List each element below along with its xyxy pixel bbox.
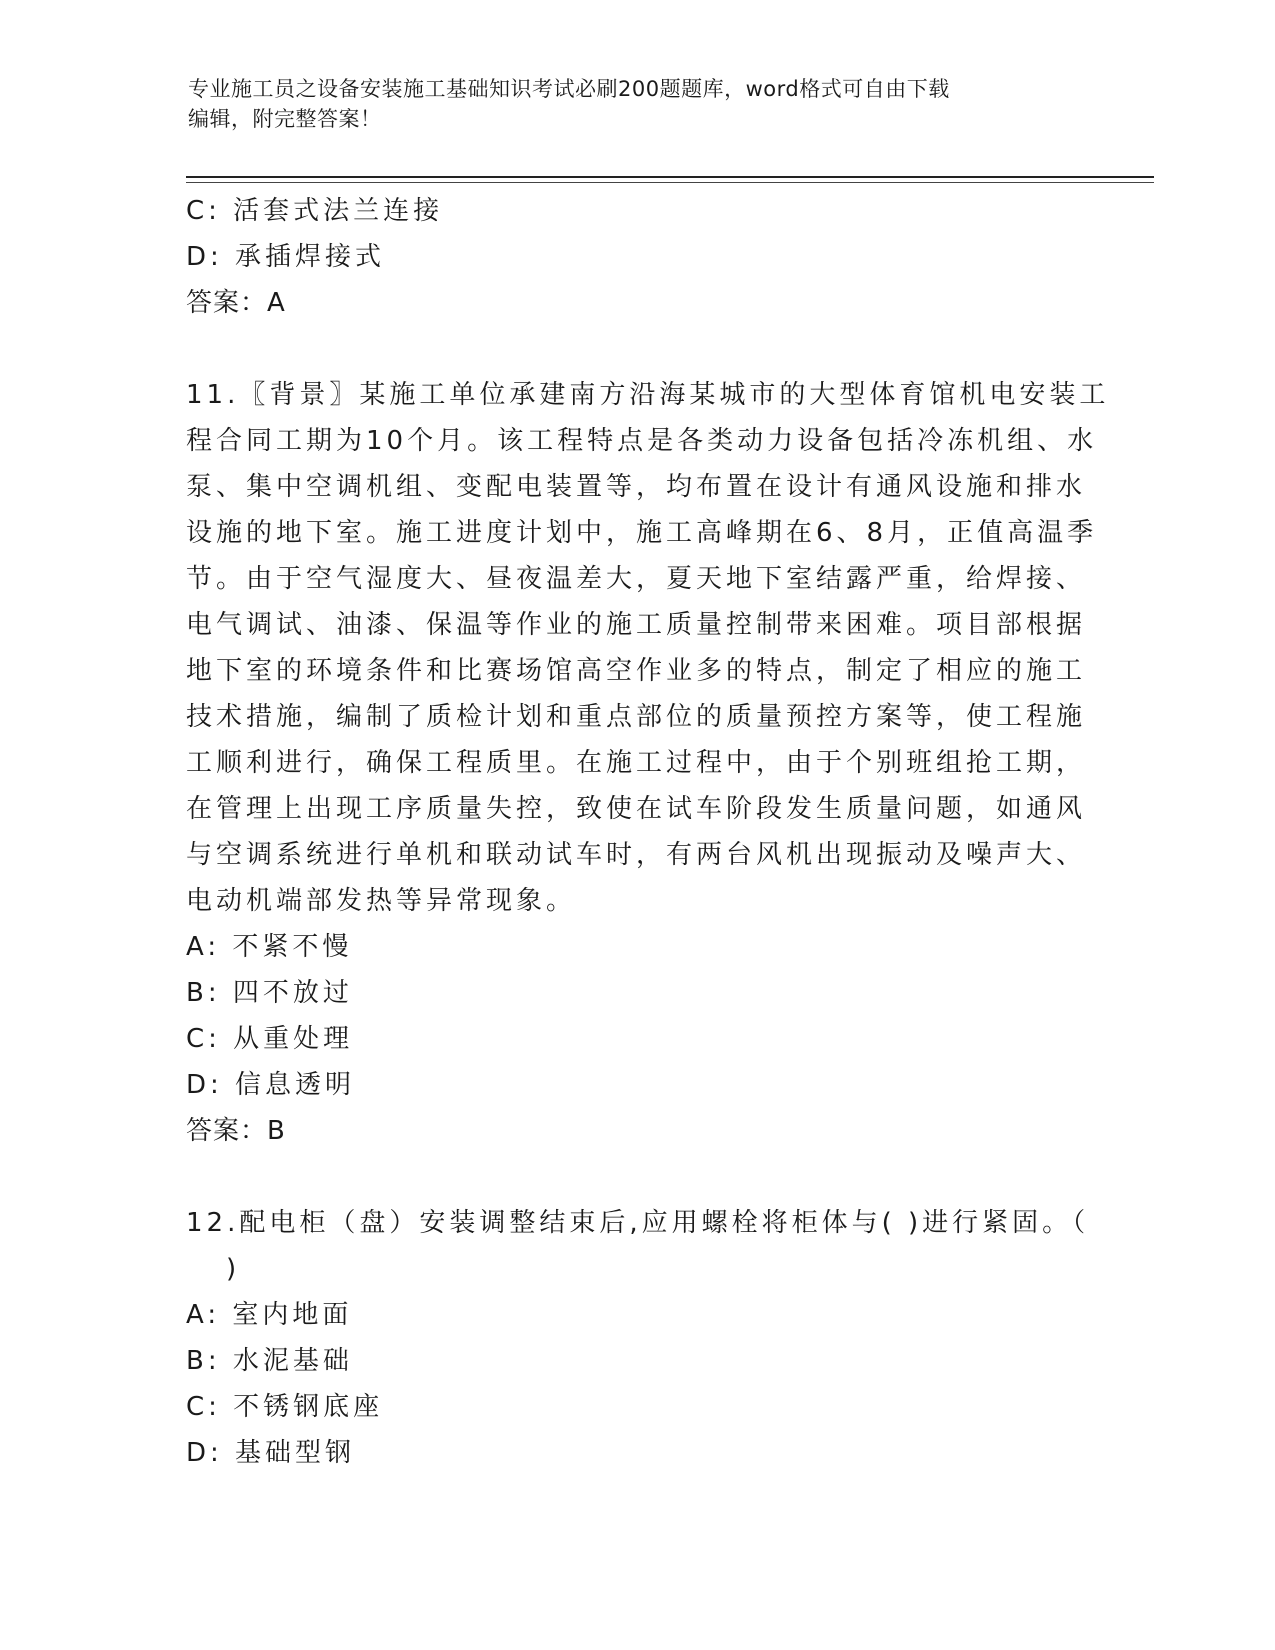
- q12-option-d: D: 基础型钢: [186, 1438, 356, 1468]
- prev-answer: 答案：A: [186, 288, 286, 318]
- question-12-line-2: ): [226, 1254, 241, 1284]
- q11-option-d: D: 信息透明: [186, 1070, 356, 1100]
- spacer: [186, 1154, 1086, 1200]
- prev-option-d: D: 承插焊接式: [186, 242, 386, 272]
- question-11-line: 节。由于空气湿度大、昼夜温差大，夏天地下室结露严重，给焊接、: [186, 564, 1087, 594]
- q11-option-b: B: 四不放过: [186, 978, 353, 1008]
- q12-option-b: B: 水泥基础: [186, 1346, 353, 1376]
- question-11-line: 与空调系统进行单机和联动试车时，有两台风机出现振动及噪声大、: [186, 840, 1087, 870]
- document-body: [186, 188, 1110, 1476]
- question-11-line: 电动机端部发热等异常现象。: [186, 886, 577, 916]
- header-divider-thin: [186, 182, 1154, 183]
- question-11-line: 程合同工期为10个月。该工程特点是各类动力设备包括冷冻机组、水: [186, 426, 1098, 456]
- q12-option-c: C: 不锈钢底座: [186, 1392, 384, 1422]
- question-11-line: 地下室的环境条件和比赛场馆高空作业多的特点，制定了相应的施工: [186, 656, 1087, 686]
- q11-answer: 答案：B: [186, 1116, 286, 1146]
- q11-option-c: C: 从重处理: [186, 1024, 354, 1054]
- question-11-line: 设施的地下室。施工进度计划中，施工高峰期在6、8月，正值高温季: [186, 518, 1098, 548]
- header-line-1: 专业施工员之设备安装施工基础知识考试必刷200题题库，word格式可自由下载: [188, 77, 950, 101]
- question-11-line: 技术措施，编制了质检计划和重点部位的质量预控方案等，使工程施: [186, 702, 1087, 732]
- question-11-line: 电气调试、油漆、保温等作业的施工质量控制带来困难。项目部根据: [186, 610, 1087, 640]
- question-11: [186, 372, 1110, 924]
- question-11-line: 工顺利进行，确保工程质里。在施工过程中，由于个别班组抢工期，: [186, 748, 1087, 778]
- document-header: [188, 74, 1088, 134]
- question-11-line: 在管理上出现工序质量失控，致使在试车阶段发生质量问题，如通风: [186, 794, 1087, 824]
- question-12-line-1: 12.配电柜（盘）安装调整结束后,应用螺栓将柜体与( )进行紧固。（: [186, 1208, 1090, 1238]
- q11-option-a: A: 不紧不慢: [186, 932, 353, 962]
- prev-option-c: C: 活套式法兰连接: [186, 196, 444, 226]
- question-11-line: 11.〖背景〗某施工单位承建南方沿海某城市的大型体育馆机电安装工: [186, 380, 1110, 410]
- header-line-2: 编辑，附完整答案！: [188, 107, 382, 131]
- header-divider-thick: [186, 176, 1154, 178]
- q12-option-a: A: 室内地面: [186, 1300, 353, 1330]
- question-11-line: 泵、集中空调机组、变配电装置等，均布置在设计有通风设施和排水: [186, 472, 1087, 502]
- spacer: [186, 326, 1086, 372]
